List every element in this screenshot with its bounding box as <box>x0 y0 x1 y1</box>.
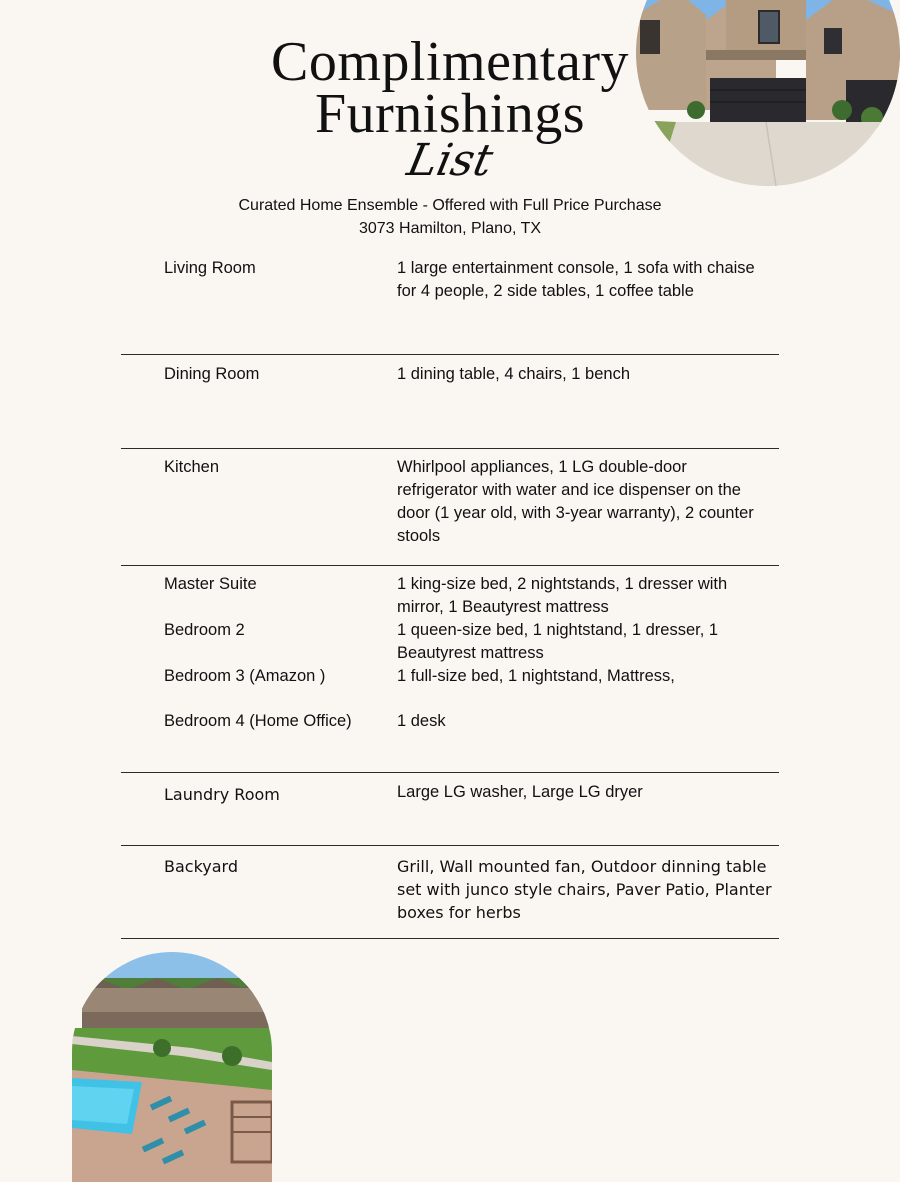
room-items: 1 king-size bed, 2 nightstands, 1 dresser with mirror, 1 Beautyrest mattress <box>397 575 728 616</box>
room-items: 1 large entertainment console, 1 sofa with chaise for 4 people, 2 side tables, 1 coffee table <box>397 259 755 300</box>
row-divider <box>121 354 779 355</box>
room-name: Backyard <box>164 857 238 876</box>
room-name: Master Suite <box>164 575 257 593</box>
house-exterior-photo <box>636 0 900 186</box>
row-divider <box>121 772 779 773</box>
room-name: Laundry Room <box>164 785 280 804</box>
room-name: Bedroom 4 (Home Office) <box>164 712 352 730</box>
row-divider <box>121 565 779 566</box>
room-items: Whirlpool appliances, 1 LG double-door refrigerator with water and ice dispenser on the door (1 year old, with 3-year warranty), 2 counter stools <box>397 458 754 545</box>
room-items: Large LG washer, Large LG dryer <box>397 783 643 801</box>
room-name: Bedroom 2 <box>164 621 245 639</box>
title-line-complimentary: Complimentary <box>270 31 629 93</box>
community-pool-photo <box>72 952 272 1182</box>
row-divider <box>121 938 779 939</box>
room-name: Dining Room <box>164 365 260 383</box>
row-divider <box>121 448 779 449</box>
room-items: 1 dining table, 4 chairs, 1 bench <box>397 365 630 383</box>
subtitle: Curated Home Ensemble - Offered with Full Price Purchase <box>238 197 662 214</box>
room-name: Living Room <box>164 259 256 277</box>
room-items: Grill, Wall mounted fan, Outdoor dinning table set with junco style chairs, Paver Patio, Planter boxes for herbs <box>397 857 772 922</box>
room-name: Bedroom 3 (Amazon ) <box>164 667 326 685</box>
row-divider <box>121 845 779 846</box>
title-script-list: List <box>402 135 498 186</box>
room-name: Kitchen <box>164 458 220 476</box>
room-items: 1 full-size bed, 1 nightstand, Mattress, <box>397 667 675 685</box>
title-line-furnishings: Furnishings <box>315 83 585 145</box>
room-items: 1 queen-size bed, 1 nightstand, 1 dresser, 1 Beautyrest mattress <box>397 621 719 662</box>
room-items: 1 desk <box>397 712 446 730</box>
property-address: 3073 Hamilton, Plano, TX <box>358 220 542 237</box>
